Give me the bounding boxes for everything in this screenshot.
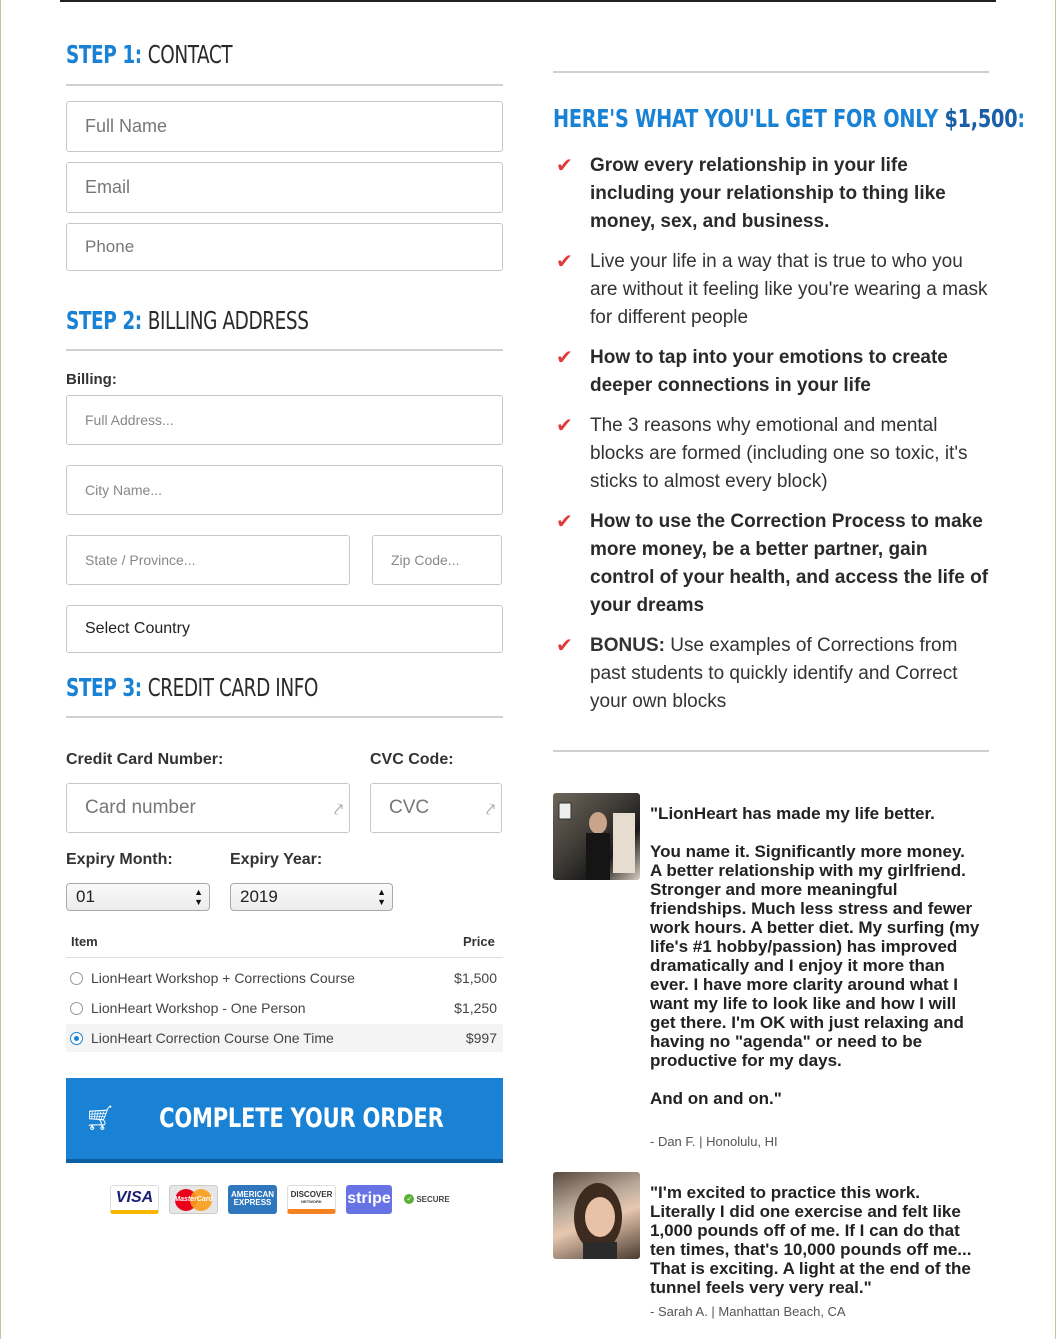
step1-heading bbox=[66, 40, 232, 69]
benefits-heading-colon: : bbox=[1017, 104, 1025, 133]
step3-label: CREDIT CARD INFO bbox=[147, 673, 319, 702]
product-price: $1,500 bbox=[454, 970, 497, 986]
city-input[interactable] bbox=[66, 465, 503, 515]
quote-paragraph: "I'm excited to practice this work. Literally I did one exercise and felt like 1,000 pounds off of me. If I can do that ten times, that's 10,000 pounds off me... That is exciting. A light at the end of the tunnel feels very very real." bbox=[650, 1183, 972, 1297]
testimonial-quote bbox=[650, 804, 980, 1108]
zip-placeholder: Zip Code... bbox=[391, 552, 460, 568]
cvc-label: CVC Code: bbox=[370, 751, 454, 768]
phone-placeholder: Phone bbox=[85, 237, 135, 256]
bonus-text: Use examples of Corrections from past students to quickly identify and Correct your own blocks bbox=[590, 635, 958, 712]
autofill-key-icon: ⤤ bbox=[485, 802, 495, 819]
card-number-input[interactable] bbox=[66, 783, 350, 833]
product-row[interactable] bbox=[66, 964, 503, 992]
complete-order-button[interactable] bbox=[66, 1078, 503, 1163]
amex-logo-text-1: AMERICAN bbox=[230, 1190, 275, 1199]
expiry-year-label: Expiry Year: bbox=[230, 851, 323, 868]
benefit-text: The 3 reasons why emotional and mental blocks are formed (including one so toxic, it's sticks to almost every block) bbox=[590, 415, 968, 492]
address-input[interactable] bbox=[66, 395, 503, 445]
full-name-input[interactable] bbox=[66, 101, 503, 152]
step2-label: BILLING ADDRESS bbox=[147, 306, 309, 335]
step1-divider bbox=[66, 84, 503, 86]
country-value: Select Country bbox=[85, 620, 190, 637]
card-number-label: Credit Card Number: bbox=[66, 751, 224, 768]
secure-badge-text: SECURE bbox=[416, 1194, 450, 1204]
visa-logo-text: VISA bbox=[115, 1188, 154, 1206]
benefits-top-divider bbox=[553, 71, 989, 73]
step2-number: STEP 2: bbox=[66, 306, 142, 335]
benefit-text bbox=[590, 632, 990, 716]
full-name-placeholder: Full Name bbox=[85, 116, 168, 136]
step2-divider bbox=[66, 349, 503, 351]
country-select[interactable] bbox=[66, 605, 503, 653]
expiry-month-label: Expiry Month: bbox=[66, 851, 173, 868]
quote-paragraph: You name it. Significantly more money. A better relationship with my girlfriend. Stronger and more meaningful friendships. Much less stress and fewer work hours. A better diet. My surfing (my life's #1 hobby/passion) has improved dramatically and I enjoy it more than ever. I have more clarity around what I want my life to look like and how I will get there. I'm OK with just relaxing and having no "agenda" or need to be productive for my days. bbox=[650, 842, 980, 1070]
card-number-placeholder: Card number bbox=[85, 797, 196, 818]
top-border bbox=[60, 0, 996, 2]
address-placeholder: Full Address... bbox=[85, 412, 174, 428]
state-input[interactable] bbox=[66, 535, 350, 585]
checkmark-icon: ✔ bbox=[556, 415, 573, 437]
testimonial-author: - Sarah A. | Manhattan Beach, CA bbox=[650, 1304, 846, 1319]
step3-heading bbox=[66, 673, 318, 702]
email-placeholder: Email bbox=[85, 177, 131, 197]
step3-number: STEP 3: bbox=[66, 673, 142, 702]
benefits-heading-text: HERE'S WHAT YOU'LL GET FOR ONLY bbox=[553, 104, 938, 133]
select-arrows-icon: ▲ ▼ bbox=[194, 887, 203, 907]
checkmark-icon: ✔ bbox=[556, 251, 573, 273]
quote-paragraph: And on and on." bbox=[650, 1089, 782, 1108]
product-name: LionHeart Workshop + Corrections Course bbox=[91, 970, 355, 986]
cart-icon: 🛒︎ bbox=[84, 1105, 116, 1132]
mastercard-logo-icon bbox=[169, 1185, 218, 1214]
phone-input[interactable] bbox=[66, 223, 503, 271]
discover-logo-text-1: DISCOVER bbox=[290, 1190, 333, 1199]
complete-order-label: COMPLETE YOUR ORDER bbox=[159, 1103, 444, 1134]
benefit-text: Live your life in a way that is true to who you are without it feeling like you're wearing a mask for different people bbox=[590, 251, 988, 328]
price-column-header: Price bbox=[463, 934, 495, 949]
product-name: LionHeart Workshop - One Person bbox=[91, 1000, 306, 1016]
testimonial-author: - Dan F. | Honolulu, HI bbox=[650, 1134, 778, 1149]
stripe-logo-icon bbox=[346, 1185, 392, 1214]
product-name: LionHeart Correction Course One Time bbox=[91, 1030, 334, 1046]
billing-label: Billing: bbox=[66, 371, 117, 388]
step3-divider bbox=[66, 716, 503, 718]
cvc-input[interactable] bbox=[370, 783, 502, 833]
quote-paragraph: "LionHeart has made my life better. bbox=[650, 804, 935, 823]
product-radio[interactable] bbox=[70, 972, 83, 985]
benefits-price: $1,500 bbox=[944, 104, 1018, 133]
product-row-selected[interactable] bbox=[66, 1024, 503, 1052]
discover-logo-text-2: NETWORK bbox=[301, 1199, 322, 1204]
product-radio[interactable] bbox=[70, 1002, 83, 1015]
visa-logo-icon bbox=[110, 1185, 159, 1214]
bonus-label: BONUS: bbox=[590, 635, 665, 656]
step1-number: STEP 1: bbox=[66, 40, 142, 69]
expiry-year-value: 2019 bbox=[240, 887, 278, 906]
secure-badge-icon: ✓ SECURE bbox=[402, 1185, 452, 1214]
amex-logo-icon bbox=[228, 1185, 277, 1214]
state-placeholder: State / Province... bbox=[85, 552, 196, 568]
testimonials-divider bbox=[553, 750, 989, 752]
step2-heading bbox=[66, 306, 309, 335]
expiry-month-select[interactable] bbox=[66, 883, 210, 911]
table-header-divider bbox=[66, 957, 503, 958]
item-column-header: Item bbox=[71, 934, 98, 949]
testimonial-quote bbox=[650, 1183, 980, 1297]
benefit-text: How to use the Correction Process to make more money, be a better partner, gain control of your health, and access the life of your dreams bbox=[590, 511, 989, 616]
benefits-heading bbox=[553, 104, 1025, 133]
product-price: $1,250 bbox=[454, 1000, 497, 1016]
testimonial-avatar bbox=[553, 1172, 640, 1259]
expiry-year-select[interactable] bbox=[230, 883, 393, 911]
discover-logo-icon bbox=[287, 1185, 336, 1214]
checkmark-icon: ✔ bbox=[556, 635, 573, 657]
email-input[interactable] bbox=[66, 162, 503, 213]
payment-logos bbox=[110, 1184, 452, 1214]
checkmark-icon: ✔ bbox=[556, 511, 573, 533]
product-radio-selected[interactable] bbox=[70, 1032, 83, 1045]
cvc-placeholder: CVC bbox=[389, 797, 430, 818]
testimonial-avatar bbox=[553, 793, 640, 880]
step1-label: CONTACT bbox=[147, 40, 233, 69]
checkmark-icon: ✔ bbox=[556, 347, 573, 369]
expiry-month-value: 01 bbox=[76, 887, 95, 906]
zip-input[interactable] bbox=[372, 535, 502, 585]
amex-logo-text-2: EXPRESS bbox=[233, 1198, 272, 1207]
mastercard-logo-text: MasterCard bbox=[174, 1195, 213, 1203]
stripe-logo-text: stripe bbox=[347, 1190, 391, 1207]
product-row[interactable] bbox=[66, 994, 503, 1022]
city-placeholder: City Name... bbox=[85, 482, 163, 498]
benefit-text: Grow every relationship in your life including your relationship to thing like money, sex, and business. bbox=[590, 155, 946, 232]
select-arrows-icon: ▲ ▼ bbox=[377, 887, 386, 907]
product-price: $997 bbox=[465, 1030, 497, 1046]
checkmark-icon: ✔ bbox=[556, 155, 573, 177]
autofill-key-icon: ⤤ bbox=[333, 802, 343, 819]
benefit-text: How to tap into your emotions to create deeper connections in your life bbox=[590, 347, 948, 396]
